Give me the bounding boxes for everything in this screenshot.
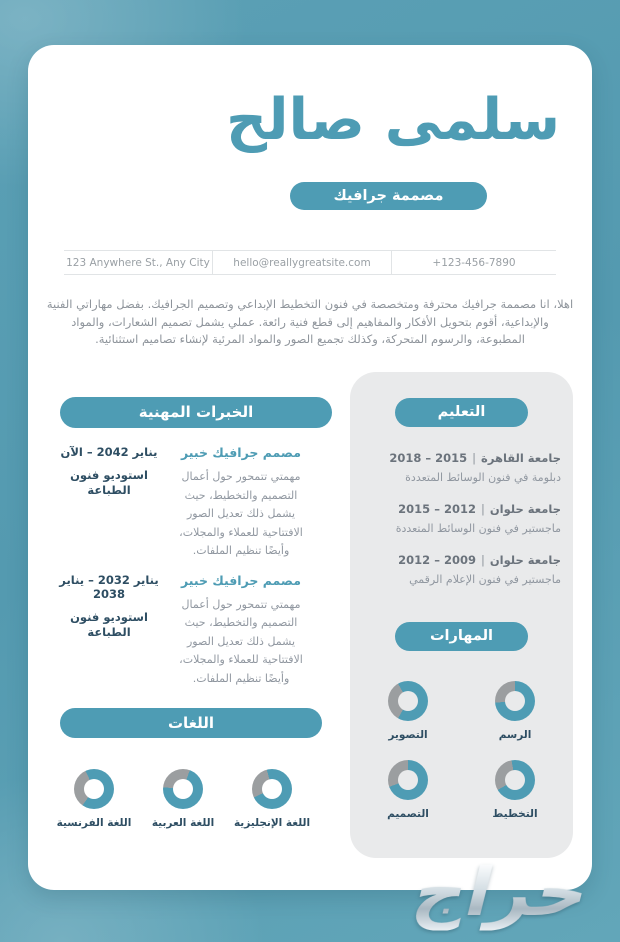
section-header-skills <box>395 622 528 651</box>
degree-name: ماجستير في فنون الوسائط المتعددة <box>395 522 561 535</box>
education-years: 2012 – 2015 <box>398 502 476 516</box>
job-title: مصمم جرافيك خبير <box>181 572 301 588</box>
experience-list <box>50 445 312 700</box>
skill-label: الرسم <box>498 729 532 741</box>
skill-level-donut-chart <box>495 681 535 721</box>
skill-label: التصوير <box>388 729 428 741</box>
section-header-languages <box>60 708 322 738</box>
skill-level-donut-chart <box>388 681 428 721</box>
skill-label: التصميم <box>387 808 429 820</box>
language-level-donut-chart <box>252 769 292 809</box>
skill-level-donut-chart <box>388 760 428 800</box>
language-item <box>230 769 314 829</box>
skill-item <box>360 760 457 820</box>
experience-entry <box>50 445 312 561</box>
education-school-years <box>360 553 561 567</box>
school-name: جامعة حلوان <box>489 502 561 516</box>
education-entry <box>360 553 561 587</box>
haraj-watermark-logo: حراج <box>352 853 620 930</box>
school-name: جامعة حلوان <box>489 553 561 567</box>
section-title-skills: المهارات <box>429 628 494 644</box>
education-school-years <box>360 502 561 516</box>
side-panel <box>350 372 573 858</box>
role-badge <box>290 182 487 210</box>
role-badge-label: مصممة جرافيك <box>333 188 444 204</box>
person-name: سلمى صالح <box>225 87 560 153</box>
divider: | <box>472 451 477 465</box>
education-years: 2015 – 2018 <box>389 451 468 465</box>
job-title: مصمم جرافيك خبير <box>181 445 301 460</box>
experience-entry <box>50 573 312 689</box>
experience-entry-side <box>50 445 168 561</box>
job-company: استوديو فنون الطباعة <box>70 468 148 497</box>
job-description: مهمتي تتمحور حول أعمال التصميم والتخطيط، حيث يشمل ذلك تعديل الصور الافتتاحية للعملاء والمجلات، وأيضًا تنظيم الملفات. <box>179 470 303 557</box>
school-name: جامعة القاهرة <box>481 451 561 465</box>
divider: | <box>480 502 485 516</box>
job-description: مهمتي تتمحور حول أعمال التصميم والتخطيط، حيث يشمل ذلك تعديل الصور الافتتاحية للعملاء والمجلات، وأيضًا تنظيم الملفات. <box>179 597 303 685</box>
contact-bar <box>64 250 556 275</box>
skill-item <box>467 681 564 741</box>
languages-list <box>52 769 314 829</box>
profile-summary: اهلا، انا مصممة جرافيك محترفة ومتخصصة في فنون التخطيط الإبداعي وتصميم الجرافيك. بفضل مهاراتي الفنية والإبداعية، أقوم بتحويل الأفكار والمفاهيم إلى قطع فنية رائعة. عملي يشمل تصميم الشعارات، والمواد المطبوعة، والرسوم المتحركة، وكذلك تجميع الصور والمواد المرئية لإنشاء تصاميم استثنائية. <box>46 297 574 346</box>
section-title-languages: اللغات <box>167 714 215 732</box>
language-level-donut-chart <box>74 769 114 809</box>
skills-grid <box>360 681 564 820</box>
section-header-experience <box>60 397 332 428</box>
skill-item <box>360 681 457 741</box>
skill-label: التخطيط <box>492 808 538 820</box>
section-title-education: التعليم <box>437 404 486 420</box>
education-school-years <box>360 451 561 465</box>
language-level-donut-chart <box>163 769 203 809</box>
language-label: اللغة الإنجليزية <box>233 817 311 829</box>
contact-email: hello@reallygreatsite.com <box>213 251 392 274</box>
language-item <box>52 769 136 829</box>
experience-entry-main <box>170 445 312 561</box>
skill-item <box>467 760 564 820</box>
experience-entry-side <box>50 573 168 689</box>
job-dates: يناير 2032 – يناير 2038 <box>59 572 159 601</box>
contact-address: 123 Anywhere St., Any City <box>64 251 213 274</box>
degree-name: دبلومة في فنون الوسائط المتعددة <box>405 471 561 484</box>
divider: | <box>480 553 485 567</box>
job-company: استوديو فنون الطباعة <box>70 609 148 639</box>
experience-entry-main <box>170 573 312 689</box>
education-entry <box>360 451 561 485</box>
skill-level-donut-chart <box>495 760 535 800</box>
language-item <box>141 769 225 829</box>
section-title-experience: الخبرات المهنية <box>138 403 254 421</box>
language-label: اللغة الفرنسية <box>56 817 132 829</box>
education-years: 2009 – 2012 <box>398 553 476 567</box>
education-list <box>360 451 561 587</box>
language-label: اللغة العربية <box>151 817 215 829</box>
job-dates: يناير 2042 – الآن <box>60 445 158 459</box>
contact-phone: +123-456-7890 <box>432 256 516 269</box>
education-entry <box>360 502 561 536</box>
degree-name: ماجستير في فنون الإعلام الرقمي <box>409 573 561 586</box>
section-header-education <box>395 398 528 427</box>
